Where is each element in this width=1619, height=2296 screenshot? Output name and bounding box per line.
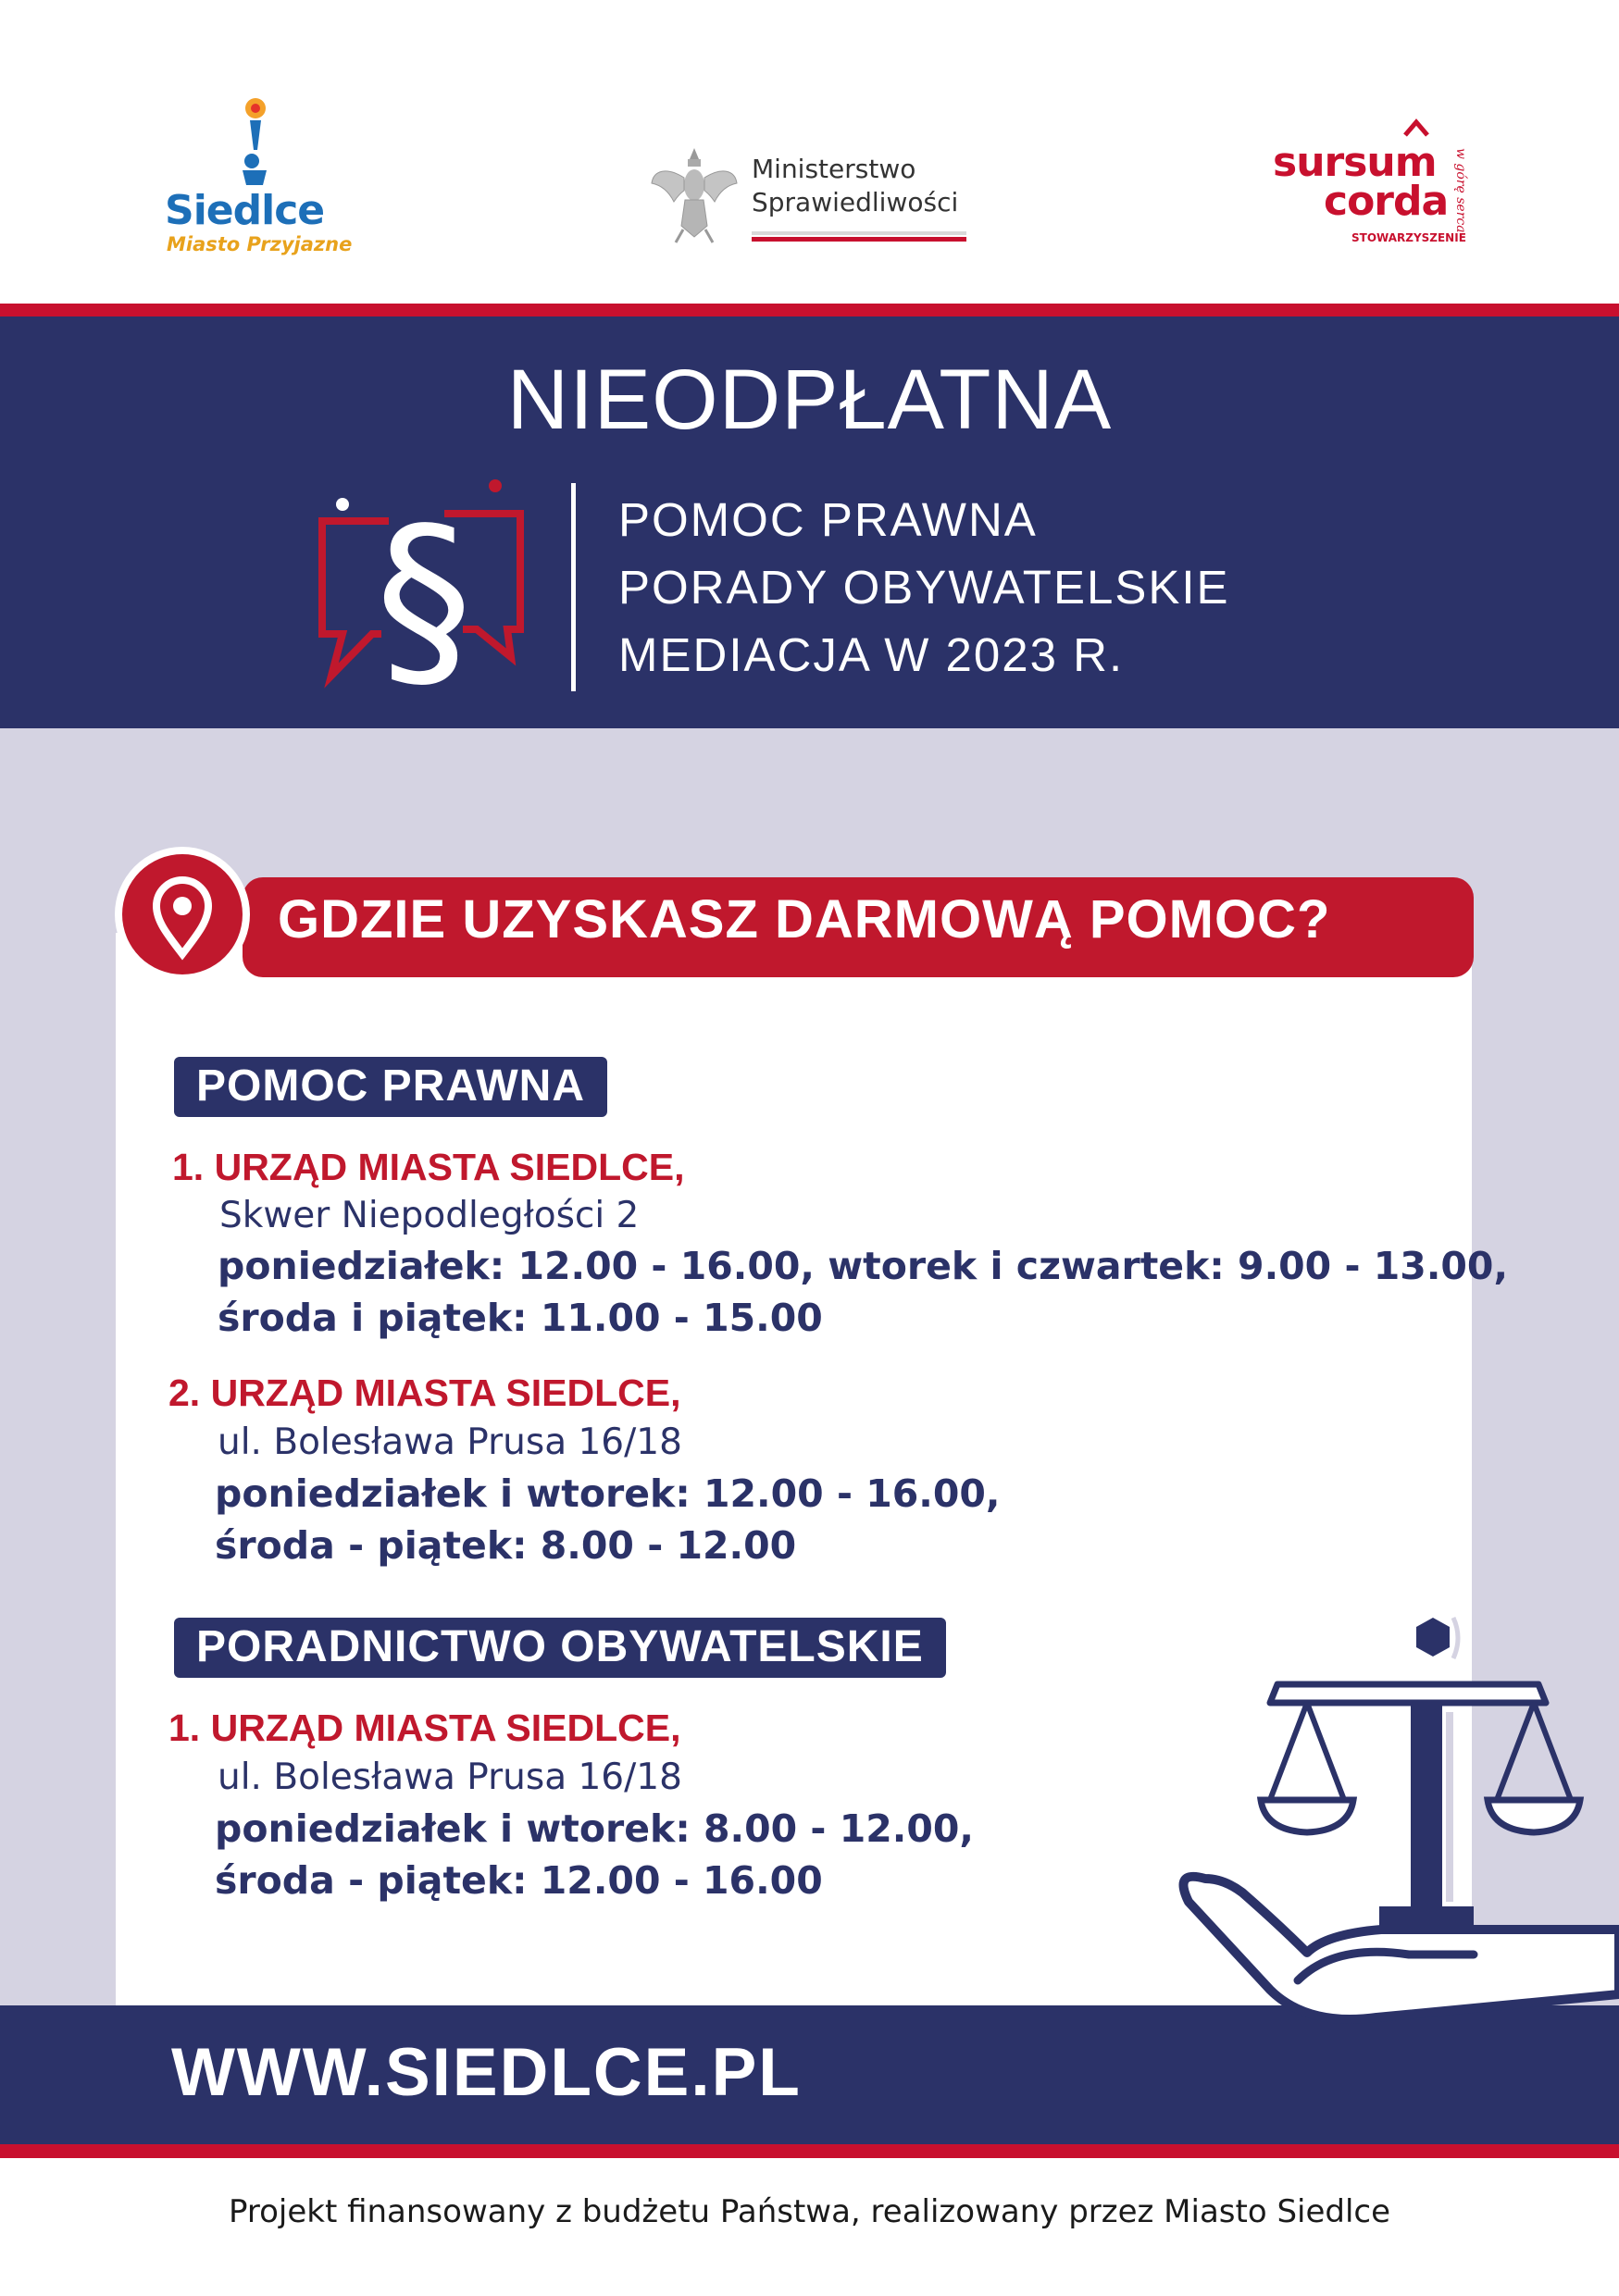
office-hours-line: poniedziałek i wtorek: 12.00 - 16.00,: [215, 1471, 1001, 1516]
siedlce-logo-tagline: Miasto Przyjazne: [167, 233, 353, 255]
ministry-logo: [648, 139, 981, 254]
ministry-flag-red: [752, 237, 966, 242]
office-hours-line: środa i piątek: 11.00 - 15.00: [218, 1296, 823, 1340]
office-hours-line: środa - piątek: 12.00 - 16.00: [215, 1858, 823, 1903]
w-gore-serca-word: w górę serca: [1453, 148, 1468, 233]
siedlce-logo: [157, 93, 352, 259]
page-title: NIEODPŁATNA: [506, 353, 1113, 447]
corda-word: corda: [1324, 178, 1449, 225]
question-text: GDZIE UZYSKASZ DARMOWĄ POMOC?: [278, 889, 1331, 949]
subtitle-porady-obywatelskie: PORADY OBYWATELSKIE: [618, 561, 1230, 614]
ministry-flag-white: [752, 231, 966, 235]
website-link[interactable]: WWW.SIEDLCE.PL: [171, 2035, 802, 2110]
svg-text:§: §: [375, 486, 473, 708]
section-sign-icon: [315, 477, 537, 708]
office-hours-line: środa - piątek: 8.00 - 12.00: [215, 1523, 797, 1568]
office-address: Skwer Niepodległości 2: [219, 1195, 640, 1236]
ministry-line1: Ministerstwo: [752, 154, 916, 184]
eagle-emblem-icon: [648, 141, 741, 247]
subtitle-mediacja: MEDIACJA W 2023 R.: [618, 628, 1125, 681]
scales-of-justice-icon: [1168, 1610, 1619, 2073]
siedlce-logo-name: Siedlce: [165, 187, 325, 234]
sursum-corda-logo: [1273, 111, 1495, 250]
office-address: ul. Bolesława Prusa 16/18: [218, 1756, 682, 1798]
stowarzyszenie-word: STOWARZYSZENIE: [1351, 231, 1466, 244]
sursum-word: sursum: [1273, 139, 1437, 186]
funding-note: Projekt finansowany z budżetu Państwa, realizowany przez Miasto Siedlce: [228, 2193, 1391, 2230]
office-hours-line: poniedziałek: 12.00 - 16.00, wtorek i czwartek: 9.00 - 13.00,: [218, 1244, 1509, 1288]
section-label-pomoc-prawna: POMOC PRAWNA: [174, 1057, 607, 1117]
caret-mark-icon: [1402, 118, 1430, 137]
location-pin-icon: [113, 845, 252, 984]
bottom-red-stripe: [0, 2144, 1619, 2158]
top-red-stripe: [0, 304, 1619, 316]
office-address: ul. Bolesława Prusa 16/18: [218, 1421, 682, 1463]
siedlce-figure-icon: [157, 93, 352, 194]
office-hours-line: poniedziałek i wtorek: 8.00 - 12.00,: [215, 1806, 974, 1851]
subtitle-pomoc-prawna: POMOC PRAWNA: [618, 493, 1038, 546]
header-divider: [571, 483, 576, 691]
ministry-line2: Sprawiedliwości: [752, 187, 959, 217]
office-name: 1. URZĄD MIASTA SIEDLCE,: [168, 1706, 681, 1749]
office-name: 1. URZĄD MIASTA SIEDLCE,: [172, 1146, 685, 1188]
office-name: 2. URZĄD MIASTA SIEDLCE,: [168, 1371, 681, 1414]
section-label-poradnictwo: PORADNICTWO OBYWATELSKIE: [174, 1618, 946, 1678]
